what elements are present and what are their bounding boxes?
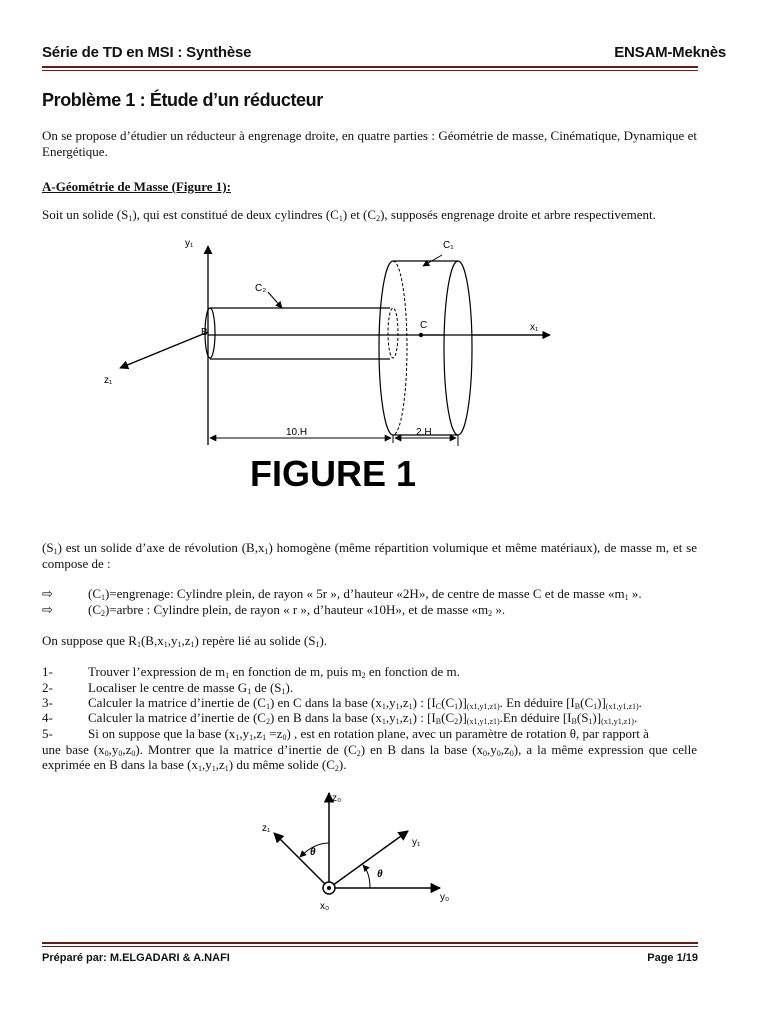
point-c-label: C (420, 320, 428, 331)
y1-label-rotated: y₁ (412, 837, 421, 848)
theta-label-1: θ (310, 847, 316, 858)
intro-paragraph: On se propose d’étudier un réducteur à engrenage droite, en quatre parties : Géométrie de masse, Cinématique, Dynamique et Energétique. (42, 128, 697, 159)
header-rule-thin (42, 70, 698, 71)
y1-axis-rotated (329, 831, 408, 888)
c1-label: C₁ (443, 240, 454, 251)
page-header (42, 44, 726, 62)
figure-1-diagram (90, 228, 610, 528)
question-5-continued: une base $(x_0,y_0,z_0)$. Montrer que la matrice d’inertie de $(C_2)$ en B dans la base $(x_0,y_0,z_0)$, a la même expression que celle exprimée en B dans la base $(x_1,y_1,z_1)$ du même solide $(C_2)$. (42, 741, 697, 773)
z0-label: z₀ (332, 793, 342, 804)
frame-statement: On suppose que $R_1(B,x_1,y_1,z_1)$ repère lié au solide $(S_1)$. (42, 633, 328, 649)
footer-rule-thin (42, 946, 698, 947)
header-school: ENSAM-Meknès (614, 44, 726, 61)
page-number: Page 1/19 (647, 952, 698, 964)
z1-label-rotated: z₁ (262, 823, 271, 834)
footer-authors: Préparé par: M.ELGADARI & A.NAFI (42, 952, 230, 964)
problem-title: Problème 1 : Étude d’un réducteur (42, 90, 323, 110)
point-c (419, 333, 423, 337)
gear-face-ellipse (444, 261, 472, 435)
solid-paragraph: Soit un solide $(S_1)$, qui est constitué de deux cylindres $(C_1)$ et $(C_2)$, supposés engrenage droite et arbre respectivement. (42, 207, 656, 223)
y1-label: y₁ (185, 238, 194, 249)
header-course-title: Série de TD en MSI : Synthèse (42, 44, 252, 61)
z1-axis-rotated (274, 833, 329, 888)
footer-rule (42, 942, 698, 944)
section-heading: A-Géométrie de Masse (Figure 1): (42, 179, 231, 194)
point-b-label: B (201, 327, 208, 338)
c2-label: C₂ (255, 283, 267, 294)
z1-axis (120, 332, 208, 368)
z1-label: z₁ (104, 375, 113, 386)
dim-2h-label: 2.H (416, 427, 432, 438)
dim-10h-label: 10.H (286, 427, 308, 438)
x1-label: x₁ (530, 322, 539, 333)
figure-1-caption: FIGURE 1 (250, 453, 417, 494)
solid-description: $(S_1)$ est un solide d’axe de révolution $(B,x_1)$ homogène (même répartition volumique et même matériaux), de masse m, et se compose de : (42, 540, 697, 571)
x0-label: x₀ (320, 901, 330, 912)
rotation-diagram (250, 785, 470, 915)
y0-label: y₀ (440, 892, 450, 903)
theta-label-2: θ (377, 869, 383, 880)
header-rule (42, 66, 698, 68)
